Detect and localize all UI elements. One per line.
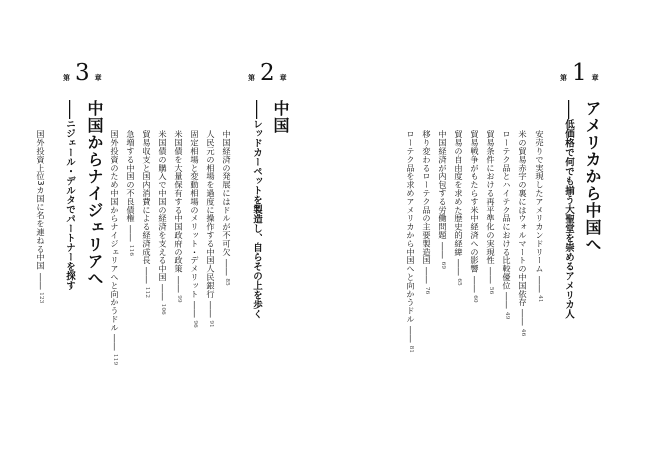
toc-entry-title: 移り変わるローテク品の主要製造国	[422, 130, 432, 265]
toc-entry-page: 112	[144, 286, 150, 299]
toc-entry-title: 安売りで実現したアメリカンドリーム	[535, 130, 545, 273]
toc-entry[interactable]: 国外投資上位3カ国に名を連ねる中国 ―― 123	[36, 130, 46, 304]
chapter-1-number: 1	[572, 60, 587, 86]
toc-entry[interactable]: 米国債を大量保有する中国政府の政策 ―― 99	[174, 130, 184, 303]
toc-entry-page: 106	[160, 303, 166, 315]
toc-entry[interactable]: 中国経済の発展にはドルが不可欠 ―― 85	[222, 130, 232, 286]
chapter-2-subtitle: ――レッドカーペットを製造し、自らその上を歩く	[251, 100, 262, 319]
toc-entry[interactable]: 貿易の自由度を求めた歴史的経緯 ―― 65	[454, 130, 464, 286]
toc-entry-page: 69	[440, 261, 446, 270]
toc-entry-page: 99	[176, 295, 182, 303]
toc-entry[interactable]: 国外投資のため中国からナイジェリアへと向かうドル ―― 119	[110, 130, 120, 366]
chapter-3-subtitle: ――ニジェール・デルタでパートナーを探す	[64, 100, 75, 290]
chapter-1-heading	[560, 62, 599, 85]
chapter-3-heading	[63, 62, 102, 85]
toc-entry[interactable]: 貿易収支と国内消費による経済成長 ―― 112	[142, 130, 152, 299]
chapter-3-subtitle-text: ニジェール・デルタでパートナーを探す	[64, 119, 75, 290]
toc-entry-page: 96	[192, 320, 198, 328]
toc-entry[interactable]: ローテク品を求めアメリカから中国へと向かうドル ―― 81	[406, 130, 416, 354]
toc-entry-title: 中国経済の発展にはドルが不可欠	[222, 130, 232, 256]
chapter-2-title: 中国	[271, 100, 290, 134]
chapter-1-label-pre: 第	[560, 73, 567, 82]
chapter-1-title: アメリカから中国へ	[583, 100, 602, 253]
toc-entry[interactable]: 安売りで実現したアメリカンドリーム ―― 41	[535, 130, 545, 303]
chapter-1-subtitle: ――低価格で何でも揃う大聖堂を崇めるアメリカ人	[563, 100, 574, 319]
toc-entry-page: 60	[472, 295, 478, 303]
toc-entry-page: 119	[112, 354, 118, 366]
toc-entry-title: 貿易収支と国内消費による経済成長	[142, 130, 152, 265]
toc-entry-title: 貿易戦争がもたらす米中経済への影響	[470, 130, 480, 273]
toc-entry-title: 国外投資上位3カ国に名を連ねる中国	[36, 130, 46, 270]
toc-entry-page: 41	[537, 295, 543, 303]
toc-entry-title: 米国債を大量保有する中国政府の政策	[174, 130, 184, 273]
toc-entry[interactable]: 中国経済が内包する労働問題 ―― 69	[438, 130, 448, 270]
chapter-3-number: 3	[75, 60, 90, 86]
toc-entry-page: 76	[424, 286, 430, 295]
toc-entry-title: 国外投資のため中国からナイジェリアへと向かうドル	[110, 130, 120, 332]
chapter-2-heading	[248, 62, 287, 85]
chapter-2-label-post: 章	[279, 73, 287, 82]
toc-entry-title: 固定相場と変動相場のメリット・デメリット	[190, 130, 200, 298]
chapter-3-title: 中国からナイジェリアへ	[85, 100, 104, 287]
toc-entry-title: 米の貿易赤字の裏にはウォルマートの中国依存	[518, 130, 528, 307]
toc-entry-title: ローテク品とハイテク品における比較優位	[502, 130, 512, 290]
toc-entry-page: 49	[504, 312, 510, 320]
chapter-2-subtitle-text: レッドカーペットを製造し、自らその上を歩く	[251, 119, 262, 319]
toc-entry-page: 91	[208, 320, 214, 328]
toc-entry[interactable]: 移り変わるローテク品の主要製造国 ―― 76	[422, 130, 432, 295]
toc-entry-title: 貿易条件における再平準化の実現性	[486, 130, 496, 265]
toc-entry-title: 中国経済が内包する労働問題	[438, 130, 448, 240]
toc-entry-title: 人民元の相場を過度に操作する中国人民銀行	[206, 130, 216, 298]
toc-entry[interactable]: 固定相場と変動相場のメリット・デメリット ―― 96	[190, 130, 200, 328]
toc-entry-title: ローテク品を求めアメリカから中国へと向かうドル	[406, 130, 416, 324]
toc-entry-page: 85	[224, 278, 230, 286]
toc-entry-page: 81	[408, 345, 414, 354]
toc-entry[interactable]: 急増する中国の不良債権 ―― 116	[126, 130, 136, 257]
chapter-2-label-pre: 第	[248, 73, 255, 82]
chapter-2-number: 2	[260, 60, 275, 86]
toc-entry-page: 123	[38, 292, 44, 304]
toc-entry[interactable]: 人民元の相場を過度に操作する中国人民銀行 ―― 91	[206, 130, 216, 328]
toc-entry-page: 116	[128, 244, 134, 257]
toc-entry-title: 急増する中国の不良債権	[126, 130, 136, 223]
toc-entry[interactable]: 米国債の購入で中国の経済を支える中国 ―― 106	[158, 130, 168, 315]
toc-entry[interactable]: 貿易条件における再平準化の実現性 ―― 56	[486, 130, 496, 295]
toc-entry-title: 米国債の購入で中国の経済を支える中国	[158, 130, 168, 282]
toc-entry[interactable]: ローテク品とハイテク品における比較優位 ―― 49	[502, 130, 512, 320]
chapter-3-label-pre: 第	[63, 73, 70, 82]
chapter-3-label-post: 章	[94, 73, 102, 82]
toc-entry[interactable]: 貿易戦争がもたらす米中経済への影響 ―― 60	[470, 130, 480, 303]
toc-entry-page: 56	[488, 286, 494, 295]
chapter-1-label-post: 章	[591, 73, 599, 82]
toc-entry-page: 46	[520, 328, 526, 337]
toc-entry-title: 貿易の自由度を求めた歴史的経緯	[454, 130, 464, 256]
toc-entry[interactable]: 米の貿易赤字の裏にはウォルマートの中国依存 ―― 46	[518, 130, 528, 337]
toc-entry-page: 65	[456, 278, 462, 286]
chapter-1-subtitle-text: 低価格で何でも揃う大聖堂を崇めるアメリカ人	[563, 119, 574, 319]
